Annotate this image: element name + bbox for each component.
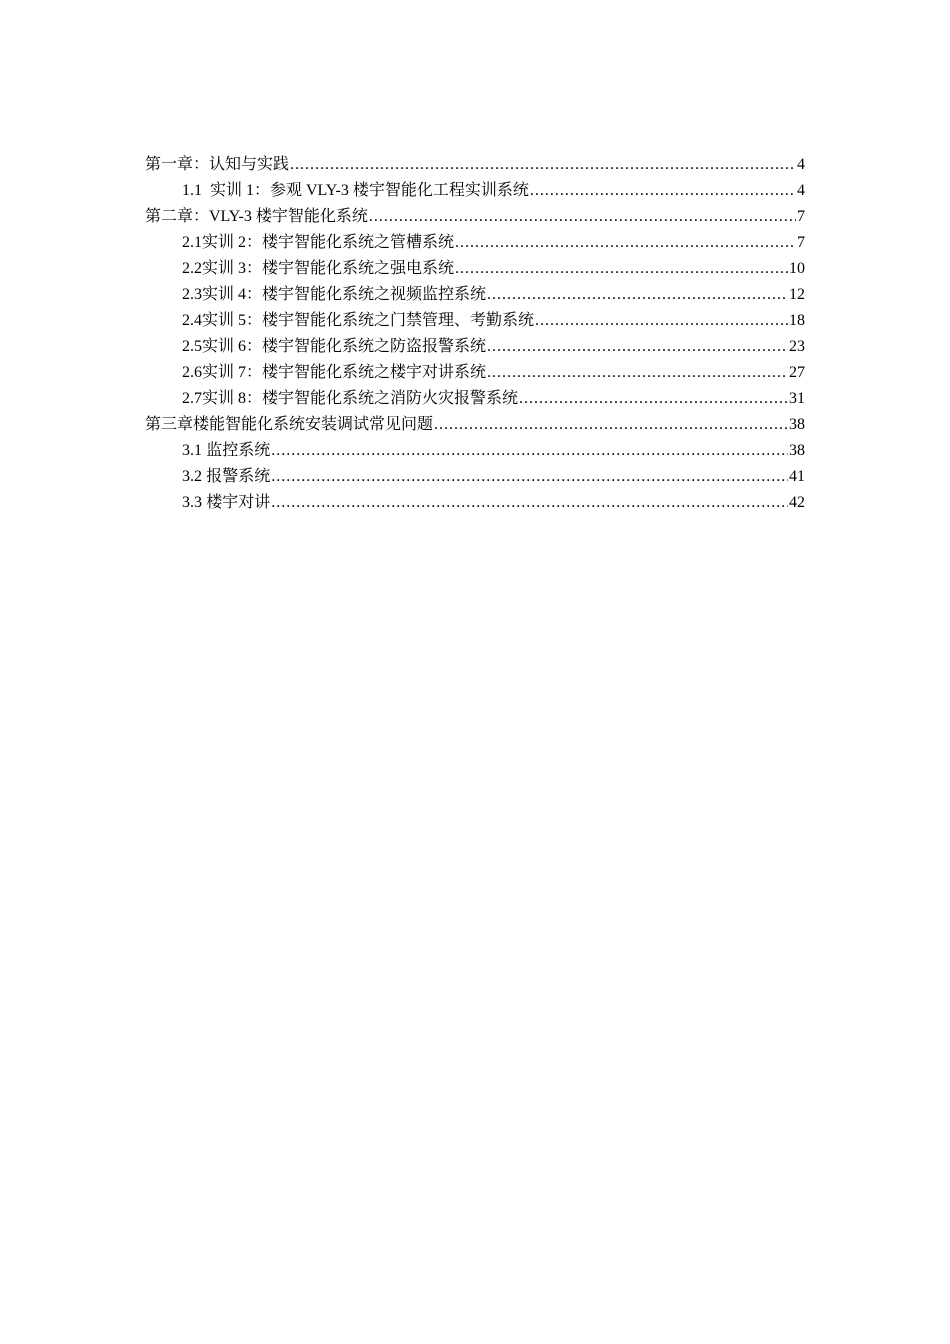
toc-entry-page: 7 bbox=[797, 208, 805, 225]
toc-entry-3-3[interactable] bbox=[145, 490, 805, 516]
toc-entry-title: 实训 2：楼宇智能化系统之管槽系统 bbox=[202, 234, 455, 251]
toc-dot-leader bbox=[369, 204, 796, 230]
toc-entry-title: 监控系统 bbox=[206, 442, 271, 459]
toc-entry-page: 4 bbox=[797, 156, 805, 173]
toc-entry-page: 42 bbox=[789, 494, 805, 511]
toc-dot-leader bbox=[455, 230, 796, 256]
toc-entry-page: 18 bbox=[789, 312, 805, 329]
toc-entry-page: 31 bbox=[789, 390, 805, 407]
toc-entry-number: 1.1 bbox=[182, 182, 202, 199]
toc-dot-leader bbox=[434, 412, 788, 438]
toc-entry-title: 实训 1：参观 VLY-3 楼宇智能化工程实训系统 bbox=[210, 182, 529, 199]
toc-entry-number: 3.1 bbox=[182, 442, 202, 459]
toc-dot-leader bbox=[271, 490, 788, 516]
toc-entry-title: 实训 3：楼宇智能化系统之强电系统 bbox=[202, 260, 455, 277]
toc-entry-title: 实训 6：楼宇智能化系统之防盗报警系统 bbox=[202, 338, 487, 355]
toc-entry-2-2[interactable] bbox=[145, 256, 805, 282]
toc-entry-page: 10 bbox=[789, 260, 805, 277]
toc-dot-leader bbox=[519, 386, 788, 412]
toc-entry-title: 实训 5：楼宇智能化系统之门禁管理、考勤系统 bbox=[202, 312, 535, 329]
toc-entry-2-6[interactable] bbox=[145, 360, 805, 386]
toc-dot-leader bbox=[487, 334, 788, 360]
toc-entry-page: 7 bbox=[797, 234, 805, 251]
toc-entry-title: 第三章楼能智能化系统安装调试常见问题 bbox=[145, 416, 434, 433]
toc-dot-leader bbox=[271, 464, 788, 490]
toc-entry-3-2[interactable] bbox=[145, 464, 805, 490]
toc-entry-2-1[interactable] bbox=[145, 230, 805, 256]
toc-dot-leader bbox=[455, 256, 788, 282]
toc-entry-2-3[interactable] bbox=[145, 282, 805, 308]
toc-entry-number: 2.1 bbox=[182, 234, 202, 251]
toc-dot-leader bbox=[271, 438, 788, 464]
toc-dot-leader bbox=[530, 178, 796, 204]
toc-entry-chapter-3[interactable] bbox=[145, 412, 805, 438]
toc-entry-page: 27 bbox=[789, 364, 805, 381]
toc-entry-page: 38 bbox=[789, 416, 805, 433]
toc-entry-chapter-1[interactable] bbox=[145, 152, 805, 178]
toc-entry-page: 4 bbox=[797, 182, 805, 199]
toc-entry-number: 2.3 bbox=[182, 286, 202, 303]
toc-entry-page: 38 bbox=[789, 442, 805, 459]
toc-entry-chapter-2[interactable] bbox=[145, 204, 805, 230]
toc-entry-title: 实训 4：楼宇智能化系统之视频监控系统 bbox=[202, 286, 487, 303]
toc-entry-page: 23 bbox=[789, 338, 805, 355]
toc-entry-page: 41 bbox=[789, 468, 805, 485]
toc-entry-number: 2.4 bbox=[182, 312, 202, 329]
toc-entry-title: 第二章：VLY-3 楼宇智能化系统 bbox=[145, 208, 368, 225]
toc-dot-leader bbox=[487, 282, 788, 308]
toc-entry-number: 3.3 bbox=[182, 494, 202, 511]
toc-entry-number: 2.2 bbox=[182, 260, 202, 277]
toc-entry-2-4[interactable] bbox=[145, 308, 805, 334]
toc-entry-title: 楼宇对讲 bbox=[206, 494, 271, 511]
toc-entry-3-1[interactable] bbox=[145, 438, 805, 464]
toc-dot-leader bbox=[290, 152, 796, 178]
toc-dot-leader bbox=[535, 308, 788, 334]
toc-entry-page: 12 bbox=[789, 286, 805, 303]
toc-dot-leader bbox=[487, 360, 788, 386]
toc-entry-number: 2.7 bbox=[182, 390, 202, 407]
toc-entry-number: 2.6 bbox=[182, 364, 202, 381]
toc-entry-title: 报警系统 bbox=[206, 468, 271, 485]
toc-entry-number: 3.2 bbox=[182, 468, 202, 485]
toc-entry-title: 第一章：认知与实践 bbox=[145, 156, 290, 173]
toc-entry-2-7[interactable] bbox=[145, 386, 805, 412]
toc-entry-title: 实训 7：楼宇智能化系统之楼宇对讲系统 bbox=[202, 364, 487, 381]
table-of-contents bbox=[145, 152, 805, 516]
toc-entry-title: 实训 8：楼宇智能化系统之消防火灾报警系统 bbox=[202, 390, 519, 407]
toc-entry-number: 2.5 bbox=[182, 338, 202, 355]
toc-entry-2-5[interactable] bbox=[145, 334, 805, 360]
toc-entry-1-1[interactable] bbox=[145, 178, 805, 204]
